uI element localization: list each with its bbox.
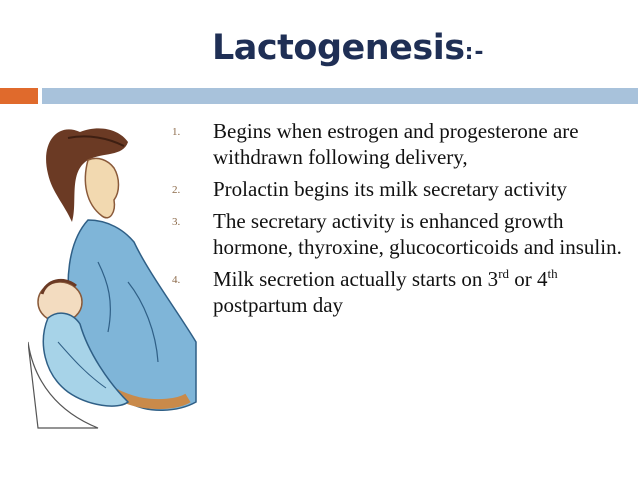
slide-title-text: Lactogenesis — [212, 28, 465, 68]
ordinal-suffix: rd — [498, 266, 510, 281]
item-text-part: Milk secretion actually starts on 3 — [213, 267, 499, 291]
item-number: 3. — [172, 216, 181, 228]
list-item — [172, 208, 632, 260]
list-item — [172, 266, 632, 318]
item-text-part: postpartum day — [213, 293, 344, 317]
item-number: 4. — [172, 274, 181, 286]
accent-bar-orange — [0, 88, 38, 104]
item-text-part: or 4 — [509, 267, 548, 291]
item-text: The secretary activity is enhanced growth hormone, thyroxine, glucocorticoids and insulin. — [213, 209, 622, 259]
slide-title — [212, 28, 485, 68]
ordinal-suffix: th — [547, 266, 558, 281]
slide-title-suffix: :- — [464, 40, 485, 65]
list-item — [172, 118, 632, 170]
item-number: 1. — [172, 126, 181, 138]
item-text: Begins when estrogen and progesterone are withdrawn following delivery, — [213, 119, 579, 169]
item-text: Prolactin begins its milk secretary activity — [213, 177, 567, 201]
item-number: 2. — [172, 184, 181, 196]
list-item — [172, 176, 632, 202]
accent-bar-blue — [42, 88, 638, 104]
item-text — [213, 266, 632, 318]
bullet-list — [172, 118, 632, 324]
